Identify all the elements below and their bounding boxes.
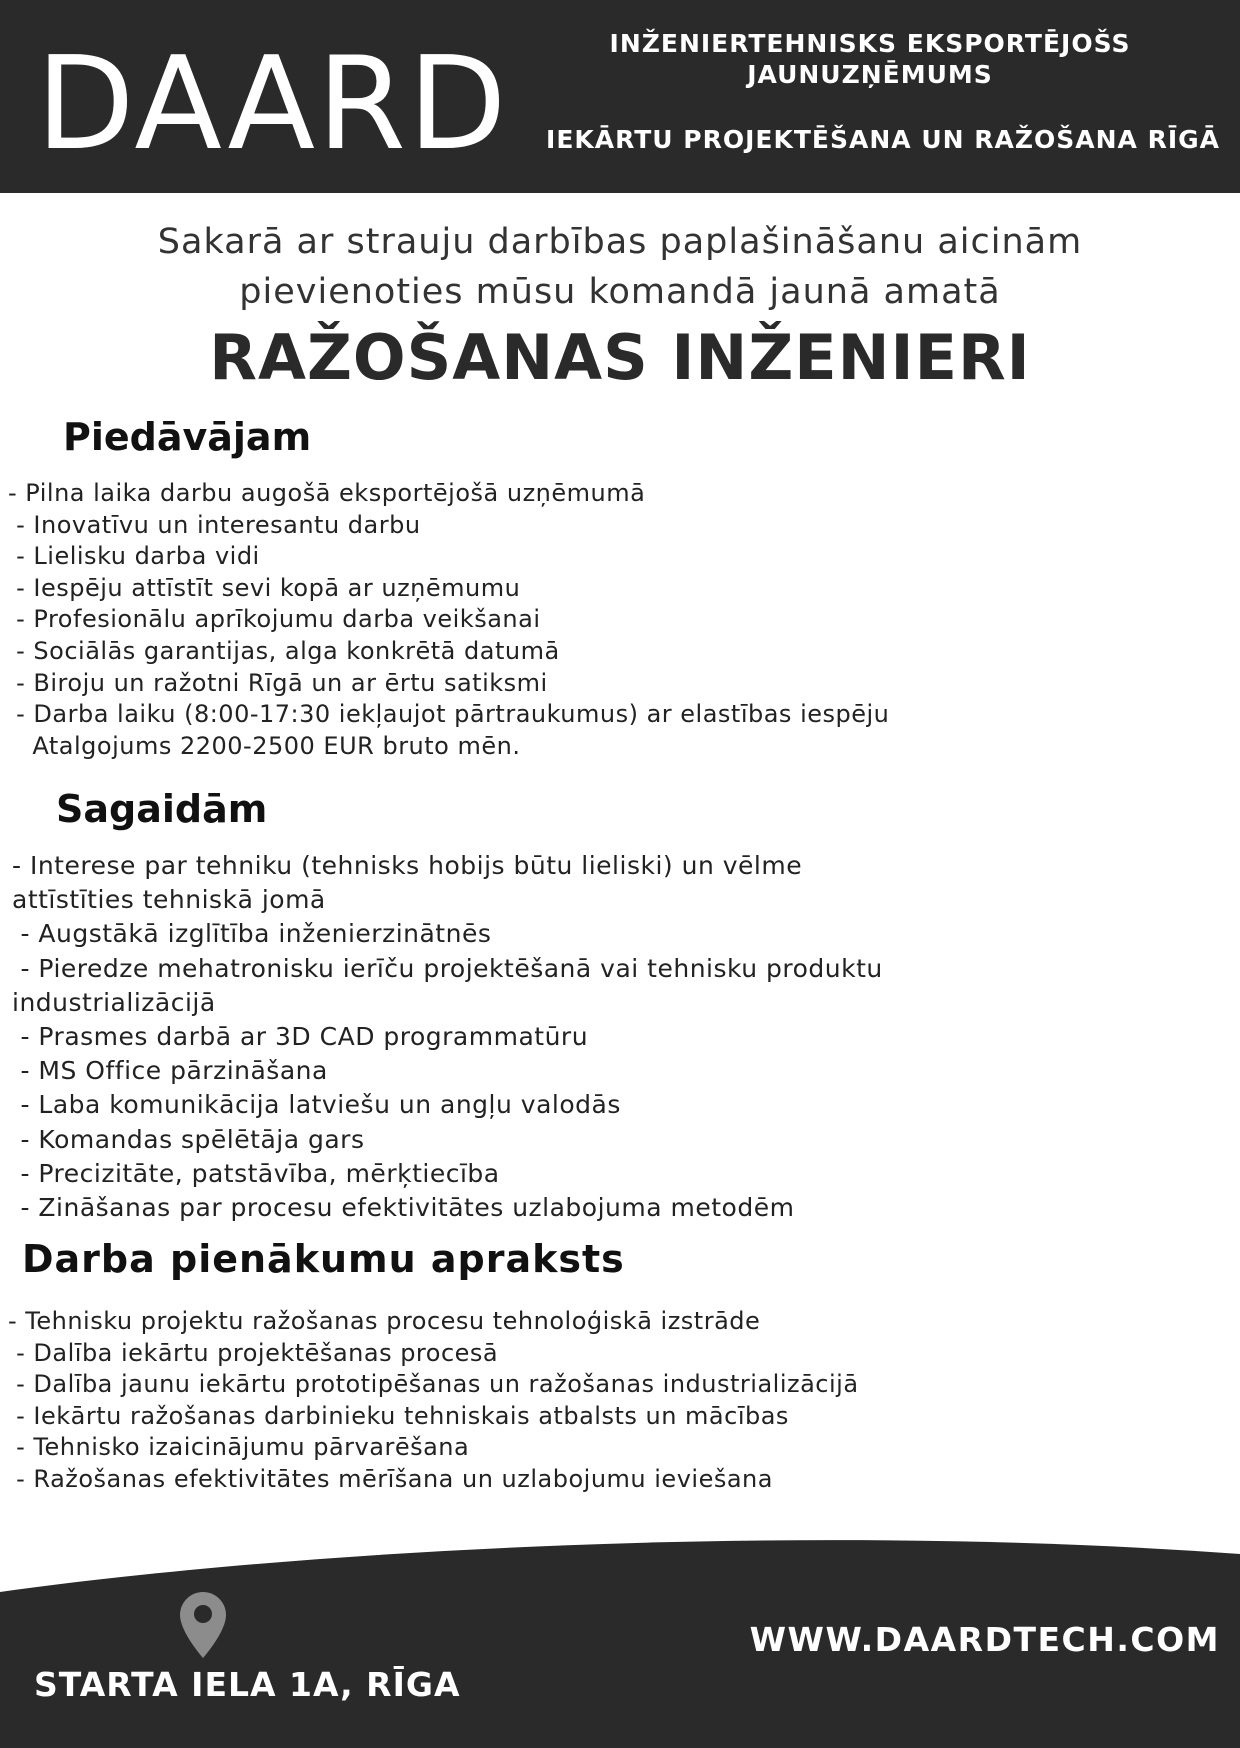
list-item: - Dalība iekārtu projektēšanas procesā <box>8 1338 499 1367</box>
list-item: - Pieredze mehatronisku ierīču projektēšanā vai tehnisku produktu <box>12 953 883 983</box>
intro-text <box>0 217 1240 317</box>
list-item: - Iekārtu ražošanas darbinieku tehniskais atbalsts un mācības <box>8 1401 789 1430</box>
list-item: - Precizitāte, patstāvība, mērķtiecība <box>12 1158 500 1188</box>
footer-address: STARTA IELA 1A, RĪGA <box>34 1665 461 1704</box>
list-item: Atalgojums 2200-2500 EUR bruto mēn. <box>8 731 521 760</box>
list-item: - Lielisku darba vidi <box>8 542 260 571</box>
list-item: - Biroju un ražotni Rīgā un ar ērtu satiksmi <box>8 668 548 697</box>
tagline-line-2: JAUNUZŅĒMUMS <box>747 60 993 89</box>
company-tagline <box>520 28 1220 154</box>
list-item: - Darba laiku (8:00-17:30 iekļaujot pārtraukumus) ar elastības iespēju <box>8 700 890 729</box>
list-item: - Tehnisku projektu ražošanas procesu tehnoloģiskā izstrāde <box>8 1307 761 1335</box>
offer-heading: Piedāvājam <box>63 415 312 459</box>
list-item: - Inovatīvu un interesantu darbu <box>8 510 421 539</box>
list-item: - Komandas spēlētāja gars <box>12 1124 365 1154</box>
company-logo: DAARD <box>36 30 509 179</box>
list-item: - Augstākā izglītība inženierzinātnēs <box>12 919 492 949</box>
list-item: attīstīties tehniskā jomā <box>12 885 326 915</box>
footer-website[interactable]: WWW.DAARDTECH.COM <box>749 1620 1220 1659</box>
list-item: - Ražošanas efektivitātes mērīšana un uzlabojumu ieviešana <box>8 1464 773 1493</box>
expect-list <box>12 849 883 1225</box>
duties-heading: Darba pienākumu apraksts <box>22 1237 625 1281</box>
list-item: - Tehnisko izaicinājumu pārvarēšana <box>8 1433 470 1462</box>
intro-line-2: pievienoties mūsu komandā jaunā amatā <box>239 272 1001 312</box>
list-item: - Zināšanas par procesu efektivitātes uzlabojuma metodēm <box>12 1193 795 1223</box>
intro-line-1: Sakarā ar strauju darbības paplašināšanu aicinām <box>157 222 1083 262</box>
list-item: - Prasmes darbā ar 3D CAD programmatūru <box>12 1022 589 1052</box>
list-item: - Pilna laika darbu augošā eksportējošā uzņēmumā <box>8 479 646 507</box>
expect-heading: Sagaidām <box>56 787 268 831</box>
map-pin-icon <box>180 1592 226 1658</box>
list-item: - MS Office pārzināšana <box>12 1056 328 1086</box>
offer-list <box>8 478 889 762</box>
list-item: - Iespēju attīstīt sevi kopā ar uzņēmumu <box>8 573 521 602</box>
list-item: - Dalība jaunu iekārtu prototipēšanas un ražošanas industrializācijā <box>8 1370 859 1399</box>
company-specialty: IEKĀRTU PROJEKTĒŠANA UN RAŽOŠANA RĪGĀ <box>546 125 1220 154</box>
job-title: RAŽOŠANAS INŽENIERI <box>209 321 1031 394</box>
list-item: - Laba komunikācija latviešu un angļu valodās <box>12 1090 621 1120</box>
list-item: industrializācijā <box>12 987 216 1017</box>
duties-list <box>8 1306 859 1496</box>
list-item: - Interese par tehniku (tehnisks hobijs būtu lieliski) un vēlme <box>12 851 803 880</box>
tagline-line-1: INŽENIERTEHNISKS EKSPORTĒJOŠS <box>609 29 1131 58</box>
list-item: - Profesionālu aprīkojumu darba veikšanai <box>8 605 541 634</box>
list-item: - Sociālās garantijas, alga konkrētā datumā <box>8 636 560 665</box>
header-band <box>0 0 1240 193</box>
